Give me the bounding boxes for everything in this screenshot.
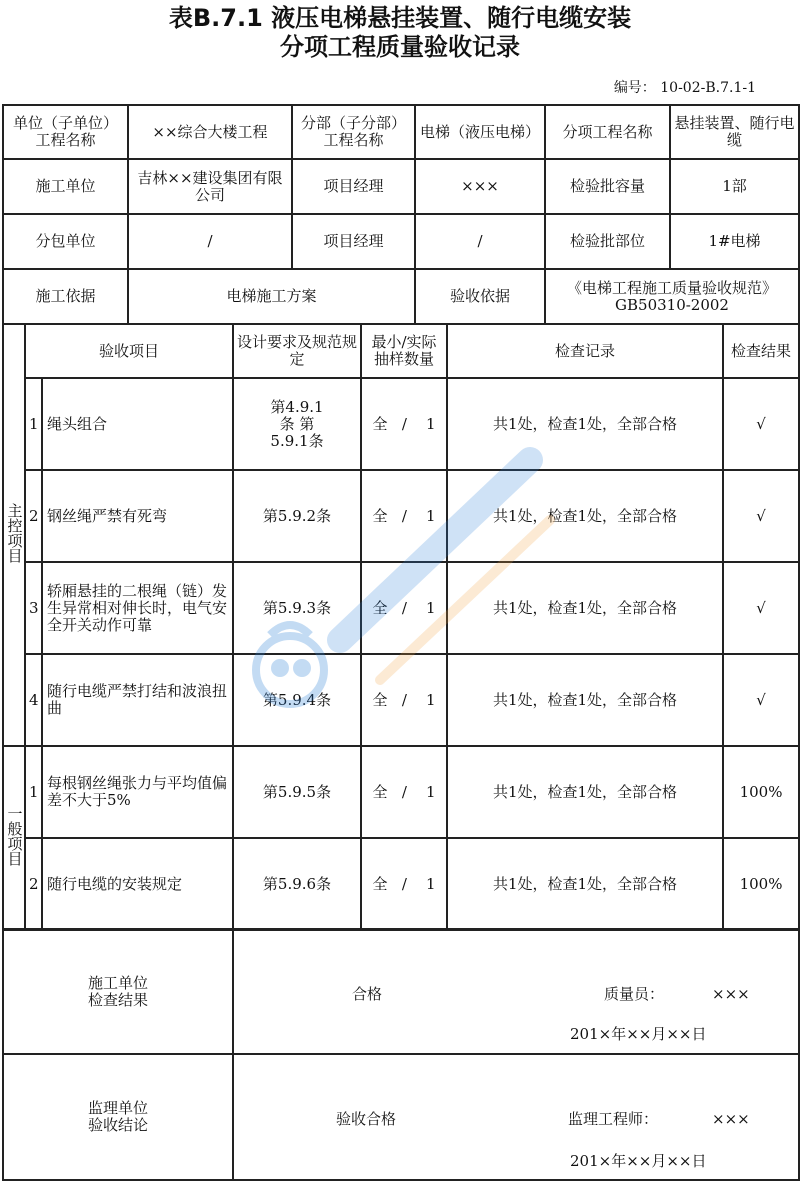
sample-b: 1: [425, 874, 436, 893]
supervisor-check-label-text: 监理单位验收结论: [87, 1099, 148, 1134]
item-clause: 第5.9.4条: [233, 654, 361, 746]
contractor-check-cell: [233, 929, 799, 1054]
item-result: √: [723, 470, 799, 562]
pm-label: 项目经理: [292, 159, 415, 214]
item-no: 1: [25, 378, 42, 470]
item-record: 共1处，检查1处，全部合格: [447, 562, 723, 654]
item-result: √: [723, 654, 799, 746]
subitem-value: 悬挂装置、随行电缆: [670, 105, 799, 159]
unit-label: 单位（子单位）工程名称: [3, 105, 128, 159]
main-group-text: 主控项目: [5, 503, 24, 563]
title-line-1: 表B.7.1 液压电梯悬挂装置、随行电缆安装: [168, 4, 632, 32]
item-clause: [233, 378, 361, 470]
unit-value: ××综合大楼工程: [128, 105, 292, 159]
table-row: [3, 562, 799, 654]
sample-sep: /: [401, 874, 407, 893]
sample-a: 全: [372, 414, 388, 433]
document-code: 编号： 10-02-B.7.1-1: [613, 80, 756, 96]
general-group-text: 一般项目: [5, 806, 24, 866]
subitem-label: 分项工程名称: [545, 105, 670, 159]
accept-basis-value: 《电梯工程施工质量验收规范》GB50310-2002: [545, 269, 799, 324]
inspection-table: [2, 323, 800, 931]
sample-sep: /: [401, 506, 407, 525]
sample-b: 1: [425, 782, 436, 801]
sample-sep: /: [401, 782, 407, 801]
main-group-label: [3, 324, 25, 746]
item-sample: [361, 470, 447, 562]
sample-sep: /: [401, 690, 407, 709]
sample-sep: /: [401, 414, 407, 433]
item-no: 2: [25, 838, 42, 930]
item-no: 3: [25, 562, 42, 654]
item-name: 每根钢丝绳张力与平均值偏差不大于5%: [42, 746, 233, 838]
item-name: 随行电缆的安装规定: [42, 838, 233, 930]
item-result: 100%: [723, 746, 799, 838]
batch-part-value: 1#电梯: [670, 214, 799, 269]
basis-label: 施工依据: [3, 269, 128, 324]
header-record: 检查记录: [447, 324, 723, 378]
pm-value: ×××: [415, 159, 545, 214]
table-row: [3, 470, 799, 562]
general-group-label: [3, 746, 25, 930]
item-no: 1: [25, 746, 42, 838]
sample-b: 1: [425, 506, 436, 525]
accept-basis-label: 验收依据: [415, 269, 545, 324]
item-record: 共1处，检查1处，全部合格: [447, 746, 723, 838]
contractor-check-result: 合格: [352, 985, 383, 1003]
item-no: 4: [25, 654, 42, 746]
item-sample: [361, 562, 447, 654]
division-value: 电梯（液压电梯）: [415, 105, 545, 159]
supervisor-check-cell: [233, 1054, 799, 1180]
supervisor-check-result: 验收合格: [336, 1110, 397, 1128]
item-name: 绳头组合: [42, 378, 233, 470]
batch-part-label: 检验批部位: [545, 214, 670, 269]
contractor-check-label-text: 施工单位检查结果: [87, 973, 148, 1009]
basis-value: 电梯施工方案: [128, 269, 415, 324]
contractor-value: 吉林××建设集团有限公司: [128, 159, 292, 214]
contractor-signer: ×××: [712, 985, 750, 1003]
supervisor-signer: ×××: [712, 1110, 750, 1128]
pm2-value: /: [415, 214, 545, 269]
sample-a: 全: [372, 782, 388, 801]
sub-label: 分包单位: [3, 214, 128, 269]
item-clause: 第5.9.6条: [233, 838, 361, 930]
item-name: 钢丝绳严禁有死弯: [42, 470, 233, 562]
sample-b: 1: [425, 598, 436, 617]
item-clause: 第5.9.3条: [233, 562, 361, 654]
item-record: 共1处，检查1处，全部合格: [447, 838, 723, 930]
division-label: 分部（子分部）工程名称: [292, 105, 415, 159]
header-result: 检查结果: [723, 324, 799, 378]
table-row: [3, 654, 799, 746]
batch-capacity-label: 检验批容量: [545, 159, 670, 214]
sample-b: 1: [425, 690, 436, 709]
sample-a: 全: [372, 506, 388, 525]
supervisor-check-label: [3, 1054, 233, 1180]
item-sample: [361, 378, 447, 470]
sample-sep: /: [401, 598, 407, 617]
contractor-date: 201×年××月××日: [570, 1025, 707, 1043]
sample-b: 1: [425, 414, 436, 433]
item-clause: 第5.9.5条: [233, 746, 361, 838]
item-result: 100%: [723, 838, 799, 930]
item-result: √: [723, 562, 799, 654]
contractor-label: 施工单位: [3, 159, 128, 214]
item-result: √: [723, 378, 799, 470]
header-sample: 最小/实际抽样数量: [361, 324, 447, 378]
item-record: 共1处，检查1处，全部合格: [447, 470, 723, 562]
item-name: 随行电缆严禁打结和波浪扭曲: [42, 654, 233, 746]
pm2-label: 项目经理: [292, 214, 415, 269]
item-sample: [361, 746, 447, 838]
batch-capacity-value: 1部: [670, 159, 799, 214]
item-record: 共1处，检查1处，全部合格: [447, 654, 723, 746]
item-name: 轿厢悬挂的二根绳（链）发生异常相对伸长时，电气安全开关动作可靠: [42, 562, 233, 654]
item-clause: 第5.9.2条: [233, 470, 361, 562]
supervisor-date: 201×年××月××日: [570, 1152, 707, 1170]
sub-value: /: [128, 214, 292, 269]
contractor-check-label: [3, 929, 233, 1054]
contractor-signer-label: 质量员：: [604, 985, 665, 1003]
document-title: [0, 4, 800, 62]
title-line-2: 分项工程质量验收记录: [280, 33, 520, 61]
item-record: 共1处，检查1处，全部合格: [447, 378, 723, 470]
item-no: 2: [25, 470, 42, 562]
table-row: [3, 746, 799, 838]
item-sample: [361, 654, 447, 746]
table-row: [3, 838, 799, 930]
sample-a: 全: [372, 874, 388, 893]
sample-a: 全: [372, 690, 388, 709]
item-sample: [361, 838, 447, 930]
clause-text: 第4.9.1条 第5.9.1条: [270, 397, 324, 450]
header-design: 设计要求及规范规定: [233, 324, 361, 378]
table-row: [3, 378, 799, 470]
supervisor-signer-label: 监理工程师：: [568, 1110, 659, 1128]
header-item: 验收项目: [25, 324, 233, 378]
signoff-table: [2, 928, 800, 1181]
sample-a: 全: [372, 598, 388, 617]
info-table: [2, 104, 800, 325]
